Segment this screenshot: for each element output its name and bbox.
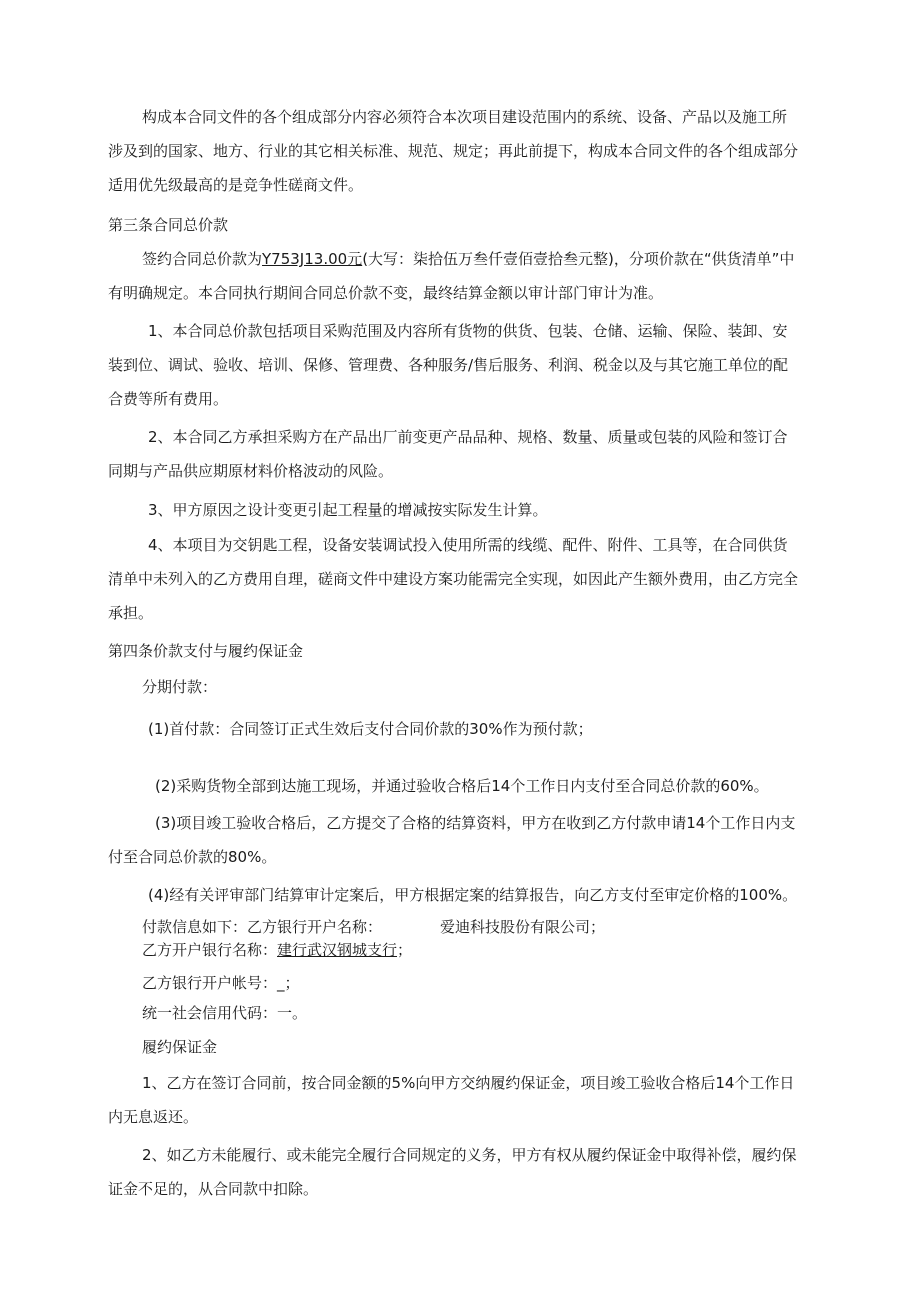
price-item-3: 3、甲方原因之设计变更引起工程量的增减按实际发生计算。: [148, 501, 548, 519]
account-number: 乙方银行开户帐号：_；: [142, 974, 300, 992]
payee-label: 付款信息如下：乙方银行开户名称：: [142, 918, 383, 936]
bond-item-2: 2、如乙方未能履行、或未能完全履行合同规定的义务，甲方有权从履约保证金中取得补偿，履约保证金不足的，从合同款中扣除。: [108, 1146, 797, 1198]
payee-name: 爱迪科技股份有限公司；: [440, 918, 606, 936]
payment-step-4: (4)经有关评审部门结算审计定案后，甲方根据定案的结算报告，向乙方支付至审定价格的100%。: [148, 886, 798, 904]
bank-info: [108, 933, 798, 967]
paragraph-contract-price: [108, 242, 798, 310]
heading-article-4: 第四条价款支付与履约保证金: [108, 642, 304, 660]
heading-performance-bond: 履约保证金: [142, 1038, 218, 1056]
price-item-4: 4、本项目为交钥匙工程，设备安装调试投入使用所需的线缆、配件、附件、工具等，在合同供货清单中未列入的乙方费用自理，磋商文件中建设方案功能需完全实现，如因此产生额外费用，由乙方完全承担。: [108, 536, 799, 622]
bank-suffix: ；: [397, 941, 413, 959]
payment-step-1: (1)首付款：合同签订正式生效后支付合同价款的30%作为预付款；: [148, 720, 593, 738]
payment-step-3: (3)项目竣工验收合格后，乙方提交了合格的结算资料，甲方在收到乙方付款申请14个工作日内支付至合同总价款的80%。: [108, 814, 796, 866]
payment-step-2: (2)采购货物全部到达施工现场，并通过验收合格后14个工作日内支付至合同总价款的60%。: [155, 777, 769, 795]
paragraph-standards: 构成本合同文件的各个组成部分内容必须符合本次项目建设范围内的系统、设备、产品以及施工所涉及到的国家、地方、行业的其它相关标准、规范、规定；再此前提下，构成本合同文件的各个组成部分适用优先级最高的是竞争性磋商文件。: [108, 108, 799, 194]
bank-label: 乙方开户银行名称：: [142, 941, 278, 959]
price-prefix: 签约合同总价款为: [142, 250, 263, 268]
price-item-1: 1、本合同总价款包括项目采购范围及内容所有货物的供货、包装、仓储、运输、保险、装卸、安装到位、调试、验收、培训、保修、管理费、各种服务/售后服务、利润、税金以及与其它施工单位的配合费等所有费用。: [108, 322, 789, 408]
bank-name: 建行武汉钢城支行: [277, 941, 398, 959]
heading-article-3: 第三条合同总价款: [108, 216, 229, 234]
price-amount: Y753J13.00元: [262, 250, 363, 268]
bond-item-1: 1、乙方在签订合同前，按合同金额的5%向甲方交纳履约保证金，项目竣工验收合格后14个工作日内无息返还。: [108, 1074, 795, 1126]
price-item-2: 2、本合同乙方承担采购方在产品出厂前变更产品品种、规格、数量、质量或包装的风险和签订合同期与产品供应期原材料价格波动的风险。: [108, 428, 788, 480]
credit-code: 统一社会信用代码：一。: [142, 1004, 308, 1022]
price-suffix: (大写：柒拾伍万叁仟壹佰壹拾叁元整)，分项价款在“供货清单”中有明确规定。本合同执行期间合同总价款不变，最终结算金额以审计部门审计为准。: [108, 250, 795, 302]
installment-label: 分期付款：: [142, 678, 218, 696]
